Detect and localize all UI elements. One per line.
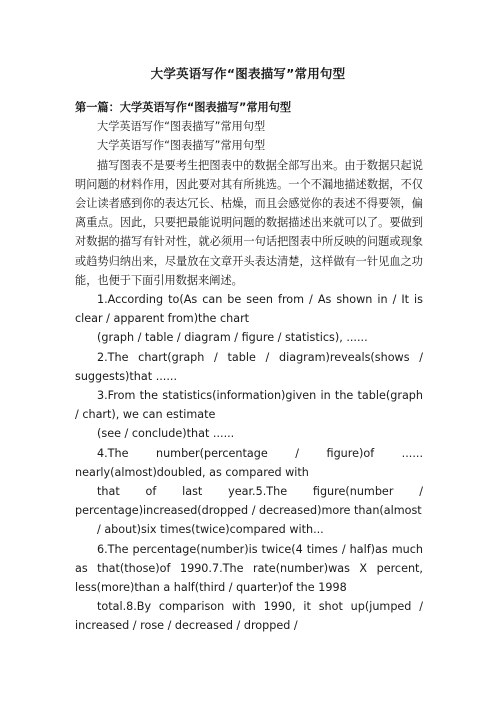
subtitle-line: 大学英语写作“图表描写”常用句型	[97, 120, 266, 134]
document-title: 大学英语写作“图表描写”常用句型	[150, 66, 346, 81]
sentence-pattern-line: 3.From the statistics(information)given in the table(graph / chart), we can estimate	[75, 389, 423, 422]
sentence-pattern-line: (see / conclude)that ......	[97, 427, 235, 441]
sentence-pattern-line: / about)six times(twice)compared with...	[97, 523, 324, 537]
sentence-pattern-line: 6.The percentage(number)is twice(4 times / half)as much as that(those)of 1990.7.The rate(number)was X percent, less(more)than a half(third / quarter)of the 1998	[75, 542, 423, 595]
intro-paragraph: 描写图表不是要考生把图表中的数据全部写出来。由于数据只起说明问题的材料作用，因此要对其有所挑选。一个不漏地描述数据，不仅会让读者感到你的表达冗长、枯燥，而且会感觉你的表述不得要领，偏离重点。因此，只要把最能说明问题的数据描述出来就可以了。要做到对数据的描写有针对性，就必须用一句话把图表中所反映的问题或现象或趋势归纳出来，尽量放在文章开头表达清楚，这样做有一针见血之功能，也便于下面引用数据来阐述。	[75, 158, 423, 287]
document-body	[75, 98, 423, 636]
sentence-pattern-line: total.8.By comparison with 1990, it shot up(jumped / increased / rose / decreased / dropped /	[75, 600, 423, 633]
subtitle-line: 大学英语写作“图表描写”常用句型	[97, 139, 266, 153]
sentence-pattern-line: that of last year.5.The figure(number / percentage)increased(dropped / decreased)more than(almost	[75, 485, 423, 518]
sentence-pattern-line: 4.The number(percentage / figure)of ...... nearly(almost)doubled, as compared with	[75, 446, 423, 479]
sentence-pattern-line: (graph / table / diagram / figure / statistics), ......	[97, 331, 368, 345]
sentence-pattern-line: 1.According to(As can be seen from / As shown in / It is clear / apparent from)the chart	[75, 293, 423, 326]
section-heading: 第一篇：大学英语写作“图表描写”常用句型	[75, 101, 292, 114]
sentence-pattern-line: 2.The chart(graph / table / diagram)reveals(shows / suggests)that ......	[75, 350, 423, 383]
